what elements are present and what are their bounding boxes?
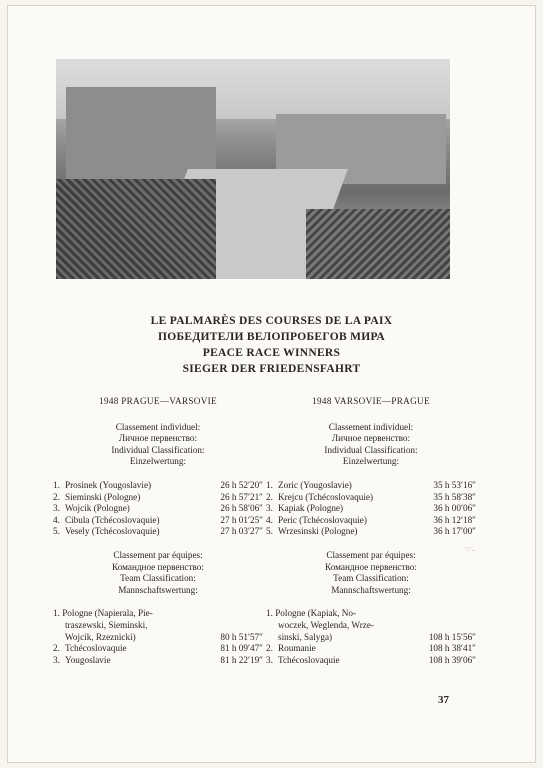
right-team-row: 2. Roumanie 108 h 38′41″ xyxy=(266,643,476,654)
left-individual-row: 4. Cibula (Tchécoslovaquie) 27 h 01′25″ xyxy=(53,514,263,525)
right-team-title-fr: Classement par équipes: xyxy=(326,549,416,560)
right-team-title-en: Team Classification: xyxy=(333,573,409,584)
left-column xyxy=(53,396,263,666)
left-team-title-ru: Командное первенство: xyxy=(112,561,204,572)
right-individual-row: 4. Peric (Tchécoslovaquie) 36 h 12′18″ xyxy=(266,514,476,525)
heading-german: SIEGER DER FRIEDENSFAHRT xyxy=(182,363,361,375)
left-individual-title-fr: Classement individuel: xyxy=(115,421,201,432)
left-team-title-fr: Classement par équipes: xyxy=(113,549,203,560)
race-photo xyxy=(56,59,450,279)
left-team-first-line1: 1. Pologne (Napierala, Pie- xyxy=(53,608,153,619)
left-team-first-last: Wojcik, Rzeznicki) 80 h 51′57″ xyxy=(65,631,263,642)
page-smudge: ·:·.. xyxy=(464,544,476,553)
right-individual-row: 2. Krejcu (Tchécoslovaquie) 35 h 58′38″ xyxy=(266,491,476,502)
left-individual-row: 2. Sieminski (Pologne) 26 h 57′21″ xyxy=(53,491,263,502)
right-individual-title-en: Individual Classification: xyxy=(324,444,418,455)
right-individual-title-ru: Личное первенство: xyxy=(331,433,411,444)
left-team-first-line2: traszewski, Sieminski, xyxy=(65,619,148,630)
right-team-first-last: sinski, Salyga) 108 h 15′56″ xyxy=(278,631,476,642)
photo-crowd-left xyxy=(56,179,216,279)
right-individual-row: 5. Wrzesinski (Pologne) 36 h 17′00″ xyxy=(266,526,476,537)
heading-english: PEACE RACE WINNERS xyxy=(202,347,341,359)
left-team-title-en: Team Classification: xyxy=(120,573,196,584)
right-team-first-line2: woczek, Weglenda, Wrze- xyxy=(278,619,374,630)
right-individual-row: 3. Kapiak (Pologne) 36 h 00′06″ xyxy=(266,503,476,514)
document-page xyxy=(8,6,535,762)
right-team-first-line1: 1. Pologne (Kapiak, No- xyxy=(266,608,357,619)
right-team-title-ru: Командное первенство: xyxy=(325,561,417,572)
page-number: 37 xyxy=(438,694,449,706)
left-individual-row: 1. Prosinek (Yougoslavie) 26 h 52′20″ xyxy=(53,479,263,490)
photo-crowd-right xyxy=(306,209,450,279)
left-individual-title-en: Individual Classification: xyxy=(111,444,205,455)
right-race-title: 1948 VARSOVIE—PRAGUE xyxy=(312,396,430,406)
left-individual-title-de: Einzelwertung: xyxy=(129,456,187,467)
left-team-row: 3. Yougoslavie 81 h 22′19″ xyxy=(53,654,263,665)
heading-french: LE PALMARÈS DES COURSES DE LA PAIX xyxy=(150,315,393,327)
right-individual-title-de: Einzelwertung: xyxy=(342,456,400,467)
right-individual-title-fr: Classement individuel: xyxy=(328,421,414,432)
heading-russian: ПОБЕДИТЕЛИ ВЕЛОПРОБЕГОВ МИРА xyxy=(157,331,385,343)
left-team-row: 2. Tchécoslovaquie 81 h 09′47″ xyxy=(53,643,263,654)
left-team-title-de: Mannschaftswertung: xyxy=(118,584,198,595)
left-individual-row: 3. Wojcik (Pologne) 26 h 58′06″ xyxy=(53,503,263,514)
right-team-row: 3. Tchécoslovaquie 108 h 39′06″ xyxy=(266,654,476,665)
left-race-title: 1948 PRAGUE—VARSOVIE xyxy=(99,396,217,406)
right-team-title-de: Mannschaftswertung: xyxy=(331,584,411,595)
right-individual-row: 1. Zoric (Yougoslavie) 35 h 53′16″ xyxy=(266,479,476,490)
left-individual-title-ru: Личное первенство: xyxy=(118,433,198,444)
right-column xyxy=(266,396,476,666)
left-individual-row: 5. Vesely (Tchécoslovaquie) 27 h 03′27″ xyxy=(53,526,263,537)
